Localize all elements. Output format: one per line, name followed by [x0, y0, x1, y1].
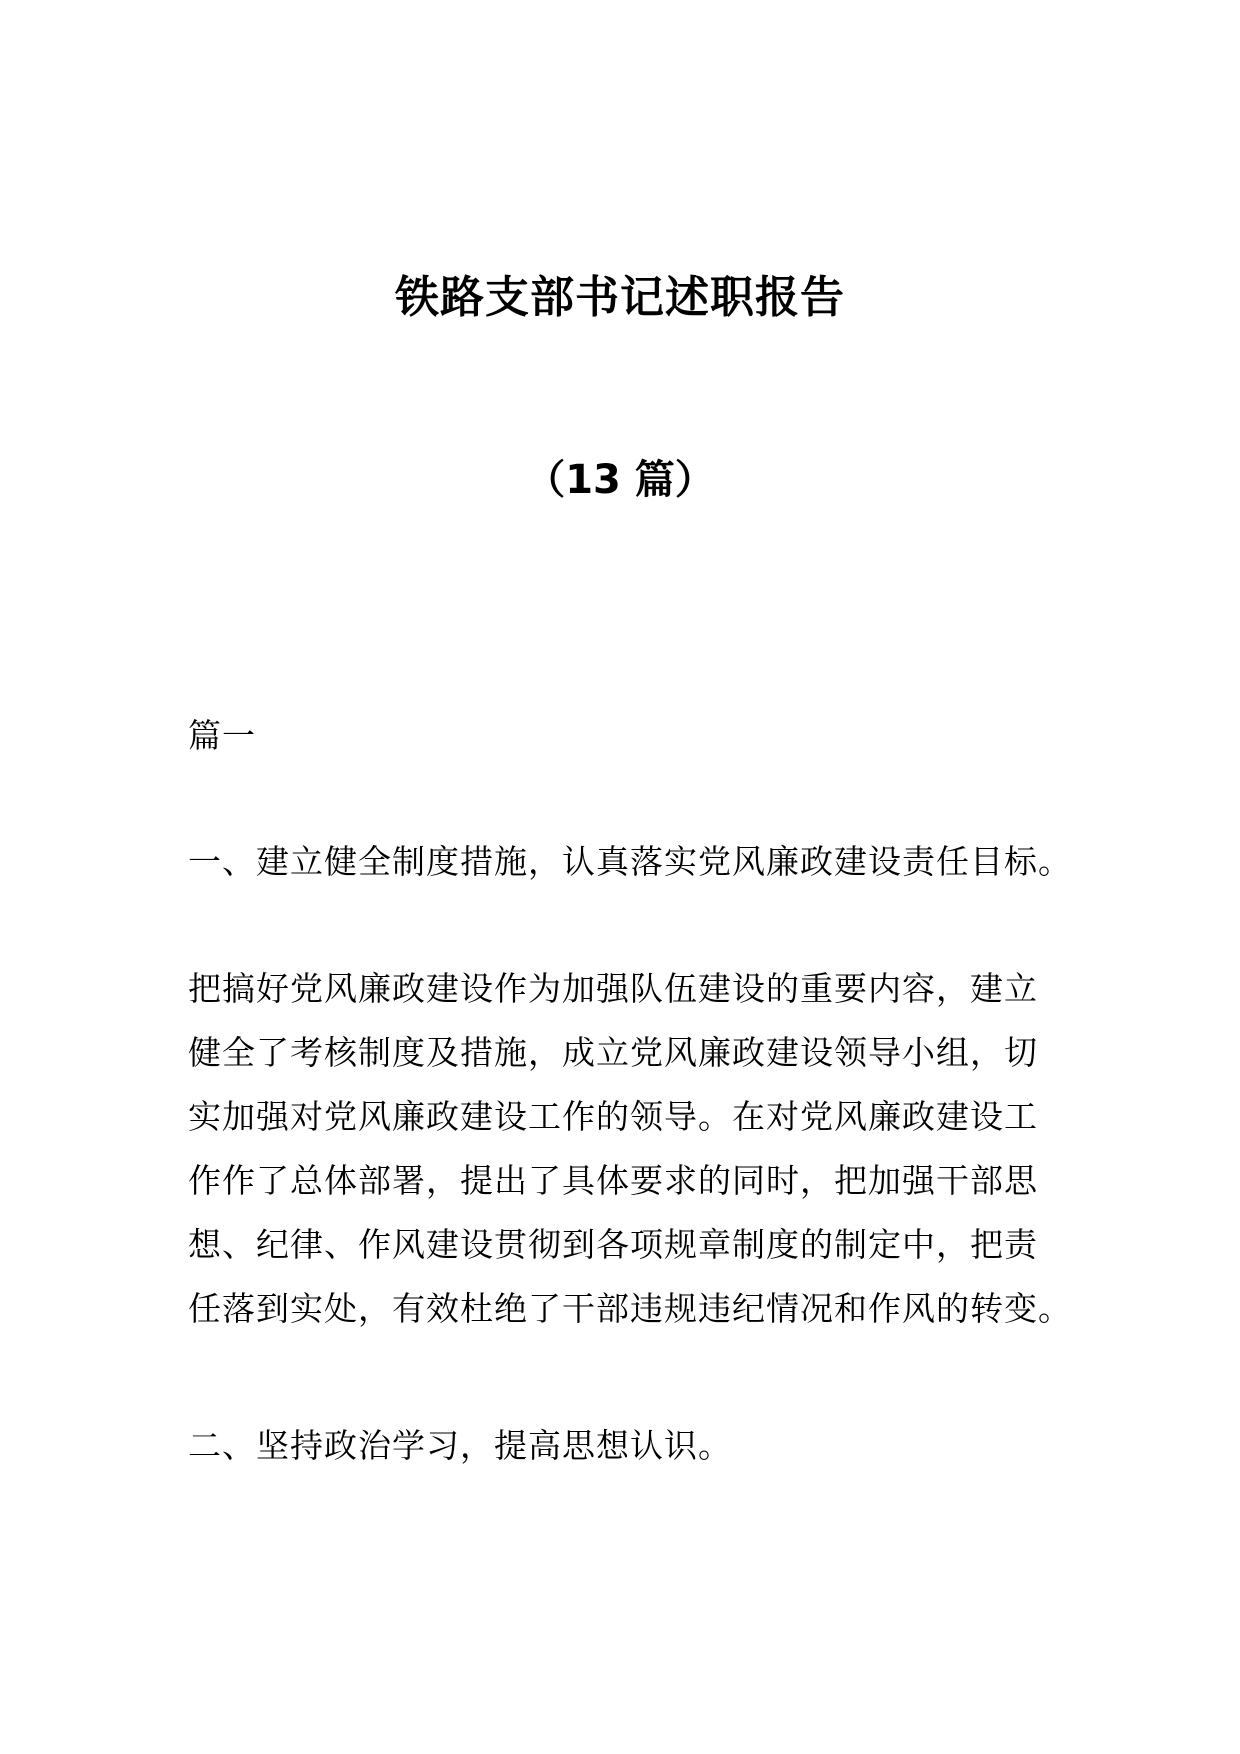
paragraph-line: 健全了考核制度及措施，成立党风廉政建设领导小组，切: [188, 1033, 1038, 1072]
section-heading-1: 一、建立健全制度措施，认真落实党风廉政建设责任目标。: [188, 842, 1072, 881]
paragraph-line: 作作了总体部署，提出了具体要求的同时，把加强干部思: [188, 1161, 1038, 1200]
document-subtitle: （13 篇）: [525, 457, 715, 503]
document-title: 铁路支部书记述职报告: [395, 272, 845, 323]
paragraph-line: 想、纪律、作风建设贯彻到各项规章制度的制定中，把责: [188, 1225, 1038, 1264]
section-heading-2: 二、坚持政治学习，提高思想认识。: [188, 1426, 732, 1465]
paragraph-line: 把搞好党风廉政建设作为加强队伍建设的重要内容，建立: [188, 969, 1038, 1008]
body-paragraph-1: [188, 957, 1072, 1341]
paragraph-line: 任落到实处，有效杜绝了干部违规违纪情况和作风的转变。: [188, 1289, 1072, 1328]
paragraph-line: 实加强对党风廉政建设工作的领导。在对党风廉政建设工: [188, 1097, 1038, 1136]
section-label: 篇一: [188, 716, 256, 755]
